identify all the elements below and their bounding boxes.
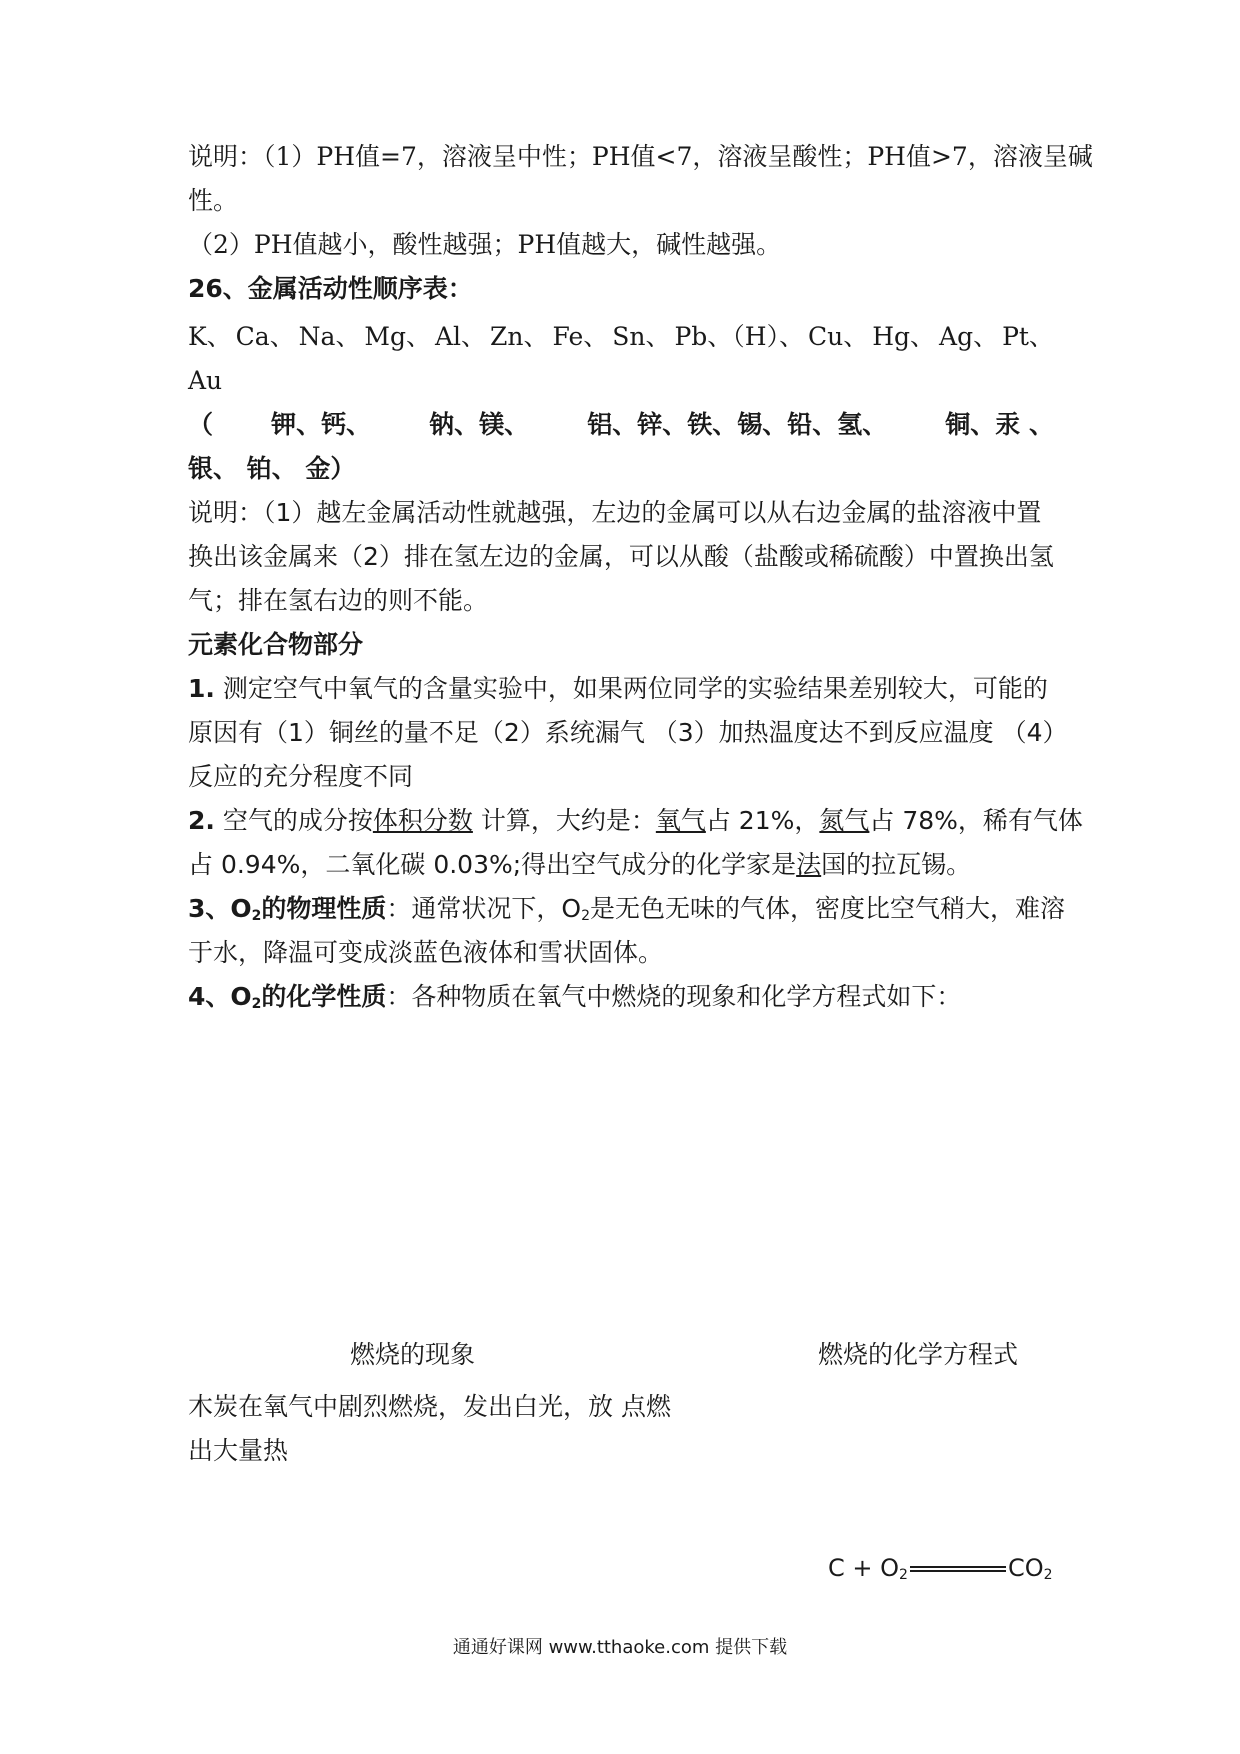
item-2-text-e: 占 21%， (705, 806, 820, 835)
item-2-text-c: 计算，大约是： (472, 806, 656, 835)
metal-names-tail: 银、 铂、 金） (188, 454, 356, 483)
element-section-heading: 元素化合物部分 (188, 630, 364, 659)
item-2-text-g: 占 78%，稀有气体 (869, 806, 1083, 835)
item-1-number: 1. (188, 674, 215, 703)
item-3-head-sub: 2 (251, 908, 262, 924)
equation-double-bar (910, 1566, 1006, 1572)
item-2-number: 2. (188, 806, 215, 835)
item-2-underline-nitrogen: 氮气 (819, 806, 870, 835)
item-3-line-2: 于水，降温可变成淡蓝色液体和雪状固体。 (188, 938, 664, 967)
item-3-text-b: 是无色无味的气体，密度比空气稍大，难溶 (590, 894, 1066, 923)
metal-symbol: Sn、 (612, 322, 671, 351)
equation-right: CO (1007, 1554, 1044, 1582)
equation-right-sub: 2 (1043, 1567, 1053, 1583)
table-header-phenomenon: 燃烧的现象 (350, 1340, 476, 1369)
metal-symbols-tail: Au (188, 366, 223, 395)
metal-note-line-3: 气；排在氢右边的则不能。 (188, 586, 489, 615)
metal-name-group: 钠、镁、 (429, 410, 530, 439)
carbon-combustion-equation (828, 1551, 1053, 1585)
metal-symbols-row (188, 320, 1054, 354)
metal-symbol: Cu、 (808, 322, 869, 351)
metal-symbol: Ca、 (235, 322, 295, 351)
table-header-equation: 燃烧的化学方程式 (818, 1340, 1019, 1369)
item-2-line-1 (188, 804, 1083, 838)
item-3-text-sub: 2 (581, 908, 591, 924)
metal-symbol: Fe、 (552, 322, 609, 351)
item-4-text: ：各种物质在氧气中燃烧的现象和化学方程式如下： (386, 982, 962, 1011)
item-2-underline-oxygen: 氧气 (655, 806, 706, 835)
item-3-line-1 (188, 892, 1065, 926)
metal-symbol: K、 (188, 322, 232, 351)
metal-names-row (188, 408, 1054, 442)
metal-symbol: Pb、（H）、 (674, 322, 805, 351)
item-1-line-2: 原因有（1）铜丝的量不足（2）系统漏气 （3）加热温度达不到反应温度 （4） (188, 718, 1068, 747)
item-3-text-a: ：通常状况下，O (386, 894, 582, 923)
metal-symbol: Mg、 (364, 322, 432, 351)
table-row-1-line-1: 木炭在氧气中剧烈燃烧，发出白光，放 点燃 (188, 1392, 671, 1421)
footer-source: 通通好课网 www.tthaoke.com 提供下载 (452, 1637, 788, 1658)
metal-name-group: 铜、汞 、 (945, 410, 1054, 439)
item-4-head-tail: 的化学性质 (261, 982, 387, 1011)
metal-symbol: Zn、 (490, 322, 549, 351)
metal-note-line-2: 换出该金属来（2）排在氢左边的金属，可以从酸（盐酸或稀硫酸）中置换出氢 (188, 542, 1054, 571)
item-3-head: 3、O (188, 894, 252, 923)
metal-symbol: Hg、 (872, 322, 936, 351)
item-3-heading (188, 894, 386, 923)
item-1-line-1 (188, 672, 1048, 706)
item-4-line-1 (188, 980, 961, 1014)
item-4-head-sub: 2 (251, 996, 262, 1012)
table-row-1-line-2: 出大量热 (188, 1436, 289, 1465)
equation-left-sub: 2 (899, 1567, 908, 1583)
metal-symbol: Ag、 (939, 322, 999, 351)
item-3-head-tail: 的物理性质 (261, 894, 387, 923)
metal-symbol: Pt、 (1002, 322, 1054, 351)
metal-symbol: Al、 (435, 322, 487, 351)
ph-note-line-2: 性。 (188, 186, 239, 215)
metal-note-line-1: 说明：（1）越左金属活动性就越强，左边的金属可以从右边金属的盐溶液中置 (188, 498, 1042, 527)
metal-name-group: （ (188, 410, 214, 439)
metal-name-group: 钾、钙、 (271, 410, 372, 439)
item-2-text-a: 空气的成分按 (222, 806, 373, 835)
item-2-line2-c: 国的拉瓦锡。 (821, 850, 972, 879)
metal-symbol: Na、 (298, 322, 361, 351)
item-2-line2-a: 占 0.94%，二氧化碳 0.03%;得出空气成分的化学家是 (188, 850, 797, 879)
item-1-text: 测定空气中氧气的含量实验中，如果两位同学的实验结果差别较大，可能的 (222, 674, 1048, 703)
metal-name-group: 铝、锌、铁、锡、铅、氢、 (587, 410, 888, 439)
ph-note-line-1: 说明：（1）PH值=7，溶液呈中性；PH值<7，溶液呈酸性；PH值>7，溶液呈碱 (188, 142, 1093, 171)
item-4-heading (188, 982, 386, 1011)
item-4-head: 4、O (188, 982, 252, 1011)
metal-section-heading: 26、金属活动性顺序表： (188, 274, 473, 303)
item-2-underline-france: 法 (796, 850, 822, 879)
equation-left: C + O (828, 1554, 900, 1582)
item-2-underline-volume: 体积分数 (372, 806, 473, 835)
item-1-line-3: 反应的充分程度不同 (188, 762, 414, 791)
item-2-line-2 (188, 848, 971, 882)
ph-note-line-3: （2）PH值越小，酸性越强；PH值越大，碱性越强。 (188, 230, 782, 259)
